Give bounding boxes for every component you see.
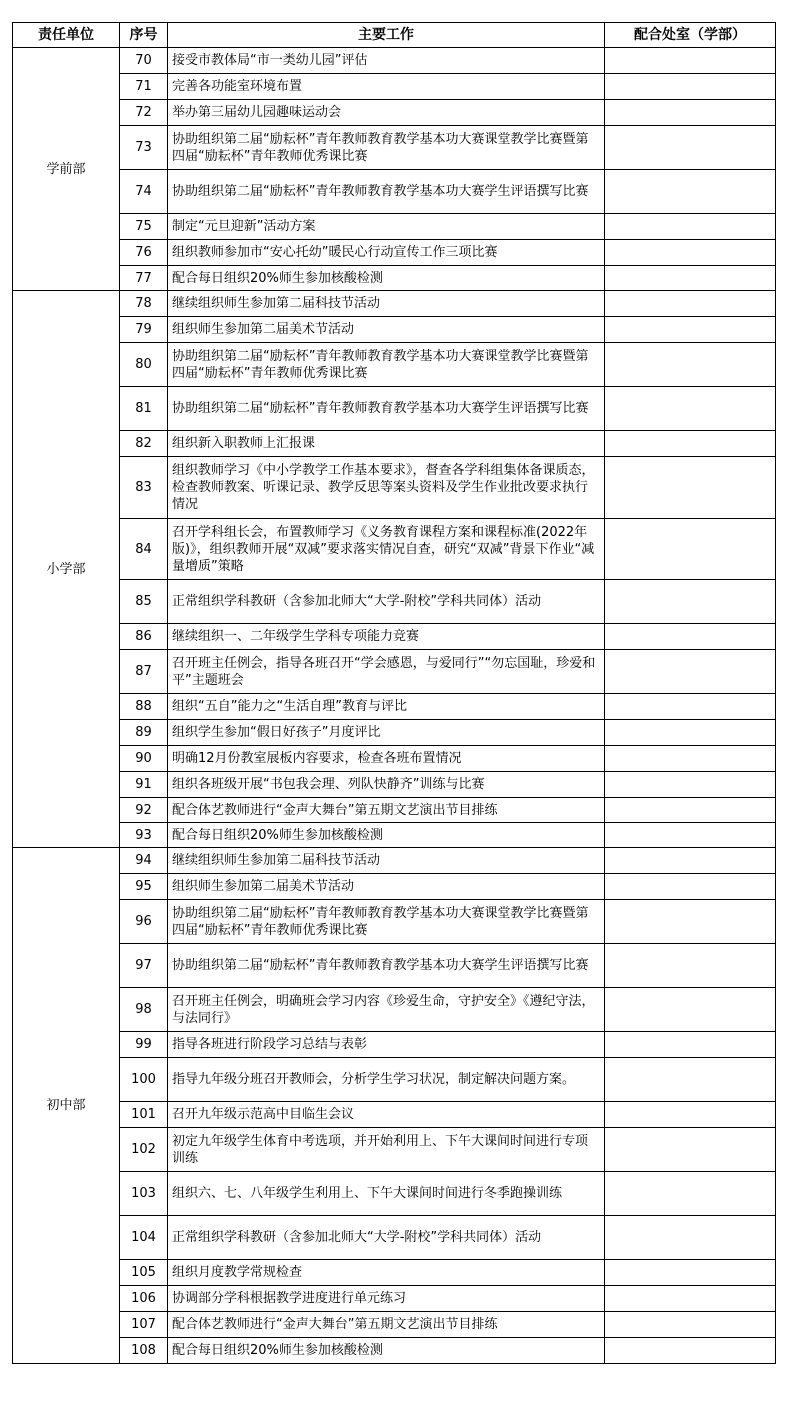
task-cell: 完善各功能室环境布置 [168, 74, 605, 100]
coop-cell [605, 48, 776, 74]
table-row [13, 900, 776, 944]
table-row [13, 580, 776, 624]
task-cell: 组织各班级开展“书包我会理、列队快静齐”训练与比赛 [168, 772, 605, 798]
seq-cell: 105 [120, 1260, 168, 1286]
coop-cell [605, 266, 776, 291]
coop-cell [605, 720, 776, 746]
task-cell: 组织学生参加“假日好孩子”月度评比 [168, 720, 605, 746]
work-plan-table [12, 22, 776, 1364]
coop-cell [605, 1312, 776, 1338]
task-cell: 组织“五自”能力之“生活自理”教育与评比 [168, 694, 605, 720]
coop-cell [605, 798, 776, 823]
header-task: 主要工作 [168, 23, 605, 48]
coop-cell [605, 100, 776, 126]
seq-cell: 78 [120, 291, 168, 317]
coop-cell [605, 874, 776, 900]
coop-cell [605, 457, 776, 519]
seq-cell: 102 [120, 1128, 168, 1172]
coop-cell [605, 1172, 776, 1216]
task-cell: 正常组织学科教研（含参加北师大“大学-附校”学科共同体）活动 [168, 1216, 605, 1260]
seq-cell: 86 [120, 624, 168, 650]
table-row [13, 848, 776, 874]
table-row [13, 772, 776, 798]
seq-cell: 70 [120, 48, 168, 74]
table-row [13, 317, 776, 343]
coop-cell [605, 519, 776, 580]
seq-cell: 80 [120, 343, 168, 387]
table-row [13, 988, 776, 1032]
task-cell: 协助组织第二届“励耘杯”青年教师教育教学基本功大赛课堂教学比赛暨第四届“励耘杯”青年教师优秀课比赛 [168, 343, 605, 387]
coop-cell [605, 1260, 776, 1286]
task-cell: 正常组织学科教研（含参加北师大“大学-附校”学科共同体）活动 [168, 580, 605, 624]
task-cell: 配合每日组织20%师生参加核酸检测 [168, 823, 605, 848]
seq-cell: 79 [120, 317, 168, 343]
table-row [13, 240, 776, 266]
coop-cell [605, 1216, 776, 1260]
table-row [13, 519, 776, 580]
coop-cell [605, 1058, 776, 1102]
table-row [13, 720, 776, 746]
table-row [13, 944, 776, 988]
seq-cell: 92 [120, 798, 168, 823]
task-cell: 制定“元旦迎新”活动方案 [168, 214, 605, 240]
table-row [13, 48, 776, 74]
task-cell: 组织新入职教师上汇报课 [168, 431, 605, 457]
table-header-row [13, 23, 776, 48]
table-row [13, 650, 776, 694]
coop-cell [605, 1032, 776, 1058]
coop-cell [605, 1286, 776, 1312]
seq-cell: 83 [120, 457, 168, 519]
task-cell: 配合体艺教师进行“金声大舞台”第五期文艺演出节目排练 [168, 1312, 605, 1338]
coop-cell [605, 387, 776, 431]
table-row [13, 798, 776, 823]
table-row [13, 1216, 776, 1260]
task-cell: 召开学科组长会，布置教师学习《义务教育课程方案和课程标准(2022年版)》，组织教师开展“双减”要求落实情况自查，研究“双减”背景下作业“减量增质”策略 [168, 519, 605, 580]
seq-cell: 73 [120, 126, 168, 170]
table-row [13, 431, 776, 457]
seq-cell: 104 [120, 1216, 168, 1260]
coop-cell [605, 580, 776, 624]
table-row [13, 343, 776, 387]
task-cell: 组织师生参加第二届美术节活动 [168, 874, 605, 900]
coop-cell [605, 240, 776, 266]
task-cell: 召开九年级示范高中目临生会议 [168, 1102, 605, 1128]
task-cell: 指导九年级分班召开教师会，分析学生学习状况，制定解决问题方案。 [168, 1058, 605, 1102]
seq-cell: 96 [120, 900, 168, 944]
coop-cell [605, 823, 776, 848]
seq-cell: 94 [120, 848, 168, 874]
seq-cell: 72 [120, 100, 168, 126]
seq-cell: 76 [120, 240, 168, 266]
task-cell: 召开班主任例会，明确班会学习内容《珍爱生命，守护安全》《遵纪守法，与法同行》 [168, 988, 605, 1032]
coop-cell [605, 1338, 776, 1364]
task-cell: 组织教师参加市“安心托幼”暖民心行动宣传工作三项比赛 [168, 240, 605, 266]
seq-cell: 89 [120, 720, 168, 746]
table-row [13, 1260, 776, 1286]
seq-cell: 87 [120, 650, 168, 694]
coop-cell [605, 848, 776, 874]
task-cell: 指导各班进行阶段学习总结与表彰 [168, 1032, 605, 1058]
table-row [13, 694, 776, 720]
coop-cell [605, 772, 776, 798]
task-cell: 组织月度教学常规检查 [168, 1260, 605, 1286]
task-cell: 协助组织第二届“励耘杯”青年教师教育教学基本功大赛课堂教学比赛暨第四届“励耘杯”青年教师优秀课比赛 [168, 126, 605, 170]
seq-cell: 97 [120, 944, 168, 988]
coop-cell [605, 431, 776, 457]
task-cell: 继续组织师生参加第二届科技节活动 [168, 848, 605, 874]
task-cell: 初定九年级学生体育中考选项，并开始利用上、下午大课间时间进行专项训练 [168, 1128, 605, 1172]
task-cell: 配合体艺教师进行“金声大舞台”第五期文艺演出节目排练 [168, 798, 605, 823]
task-cell: 组织教师学习《中小学教学工作基本要求》，督查各学科组集体备课质态，检查教师教案、听课记录、教学反思等案头资料及学生作业批改要求执行情况 [168, 457, 605, 519]
seq-cell: 74 [120, 170, 168, 214]
table-row [13, 74, 776, 100]
coop-cell [605, 1128, 776, 1172]
task-cell: 配合每日组织20%师生参加核酸检测 [168, 1338, 605, 1364]
task-cell: 召开班主任例会，指导各班召开“学会感恩，与爱同行”“勿忘国耻，珍爱和平”主题班会 [168, 650, 605, 694]
seq-cell: 95 [120, 874, 168, 900]
table-row [13, 126, 776, 170]
table-row [13, 1032, 776, 1058]
seq-cell: 88 [120, 694, 168, 720]
table-row [13, 266, 776, 291]
unit-cell: 初中部 [13, 848, 120, 1364]
table-row [13, 170, 776, 214]
coop-cell [605, 624, 776, 650]
table-row [13, 874, 776, 900]
seq-cell: 91 [120, 772, 168, 798]
header-coop: 配合处室（学部） [605, 23, 776, 48]
coop-cell [605, 944, 776, 988]
seq-cell: 101 [120, 1102, 168, 1128]
coop-cell [605, 170, 776, 214]
coop-cell [605, 74, 776, 100]
task-cell: 继续组织师生参加第二届科技节活动 [168, 291, 605, 317]
seq-cell: 108 [120, 1338, 168, 1364]
task-cell: 协助组织第二届“励耘杯”青年教师教育教学基本功大赛学生评语撰写比赛 [168, 944, 605, 988]
table-row [13, 746, 776, 772]
table-row [13, 291, 776, 317]
table-row [13, 823, 776, 848]
table-row [13, 1058, 776, 1102]
table-row [13, 1102, 776, 1128]
table-row [13, 100, 776, 126]
coop-cell [605, 1102, 776, 1128]
table-row [13, 214, 776, 240]
header-unit: 责任单位 [13, 23, 120, 48]
seq-cell: 106 [120, 1286, 168, 1312]
seq-cell: 82 [120, 431, 168, 457]
table-body [13, 48, 776, 1364]
seq-cell: 99 [120, 1032, 168, 1058]
coop-cell [605, 988, 776, 1032]
task-cell: 协助组织第二届“励耘杯”青年教师教育教学基本功大赛学生评语撰写比赛 [168, 170, 605, 214]
seq-cell: 81 [120, 387, 168, 431]
task-cell: 明确12月份教室展板内容要求，检查各班布置情况 [168, 746, 605, 772]
seq-cell: 77 [120, 266, 168, 291]
seq-cell: 93 [120, 823, 168, 848]
coop-cell [605, 694, 776, 720]
table-row [13, 1172, 776, 1216]
task-cell: 协调部分学科根据教学进度进行单元练习 [168, 1286, 605, 1312]
coop-cell [605, 900, 776, 944]
task-cell: 组织师生参加第二届美术节活动 [168, 317, 605, 343]
table-row [13, 457, 776, 519]
task-cell: 接受市教体局“市一类幼儿园”评估 [168, 48, 605, 74]
task-cell: 协助组织第二届“励耘杯”青年教师教育教学基本功大赛课堂教学比赛暨第四届“励耘杯”青年教师优秀课比赛 [168, 900, 605, 944]
task-cell: 组织六、七、八年级学生利用上、下午大课间时间进行冬季跑操训练 [168, 1172, 605, 1216]
task-cell: 配合每日组织20%师生参加核酸检测 [168, 266, 605, 291]
table-row [13, 1128, 776, 1172]
seq-cell: 75 [120, 214, 168, 240]
table-row [13, 1338, 776, 1364]
task-cell: 协助组织第二届“励耘杯”青年教师教育教学基本功大赛学生评语撰写比赛 [168, 387, 605, 431]
seq-cell: 103 [120, 1172, 168, 1216]
unit-cell: 小学部 [13, 291, 120, 848]
table-row [13, 1286, 776, 1312]
table-row [13, 624, 776, 650]
unit-cell: 学前部 [13, 48, 120, 291]
task-cell: 继续组织一、二年级学生学科专项能力竞赛 [168, 624, 605, 650]
coop-cell [605, 291, 776, 317]
seq-cell: 90 [120, 746, 168, 772]
seq-cell: 100 [120, 1058, 168, 1102]
coop-cell [605, 126, 776, 170]
header-seq: 序号 [120, 23, 168, 48]
table-row [13, 387, 776, 431]
seq-cell: 85 [120, 580, 168, 624]
coop-cell [605, 317, 776, 343]
seq-cell: 71 [120, 74, 168, 100]
seq-cell: 98 [120, 988, 168, 1032]
coop-cell [605, 650, 776, 694]
seq-cell: 84 [120, 519, 168, 580]
table-row [13, 1312, 776, 1338]
coop-cell [605, 746, 776, 772]
seq-cell: 107 [120, 1312, 168, 1338]
coop-cell [605, 343, 776, 387]
coop-cell [605, 214, 776, 240]
task-cell: 举办第三届幼儿园趣味运动会 [168, 100, 605, 126]
